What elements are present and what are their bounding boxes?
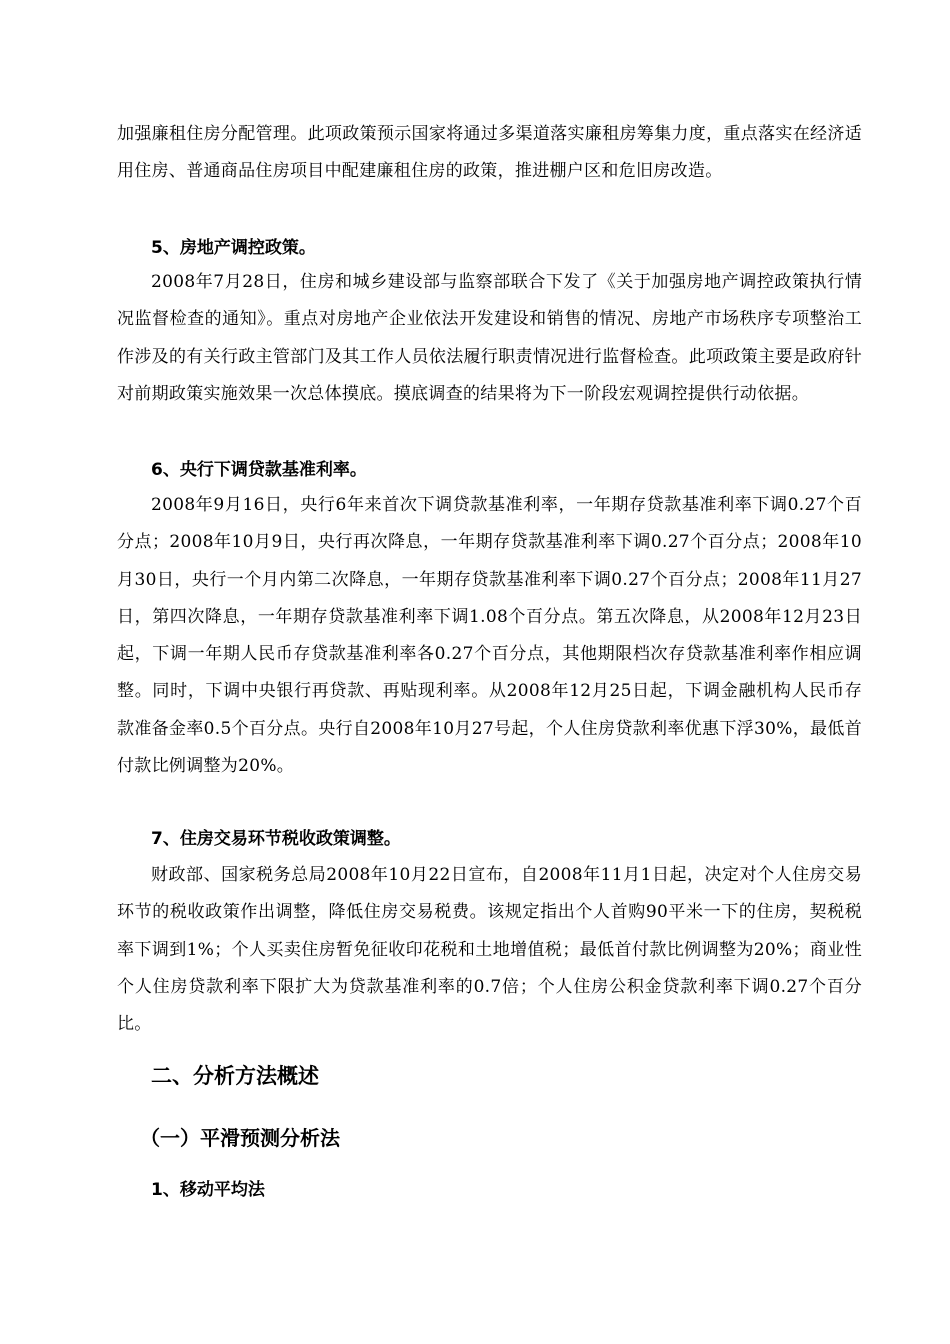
paragraph-tax-policy: 财政部、国家税务总局2008年10月22日宣布，自2008年11月1日起，决定对个人住房交易环节的税收政策作出调整，降低住房交易税费。该规定指出个人首购90平米一下的住房，契税税率下调到1%；个人买卖住房暂免征收印花税和土地增值税；最低首付款比例调整为20%；商业性个人住房贷款利率下限扩大为贷款基准利率的0.7倍；个人住房公积金贷款利率下调0.27个百分比。 (117, 865, 862, 1035)
paragraph-low-rent-housing: 加强廉租住房分配管理。此项政策预示国家将通过多渠道落实廉租房筹集力度，重点落实在经济适用住房、普通商品住房项目中配建廉租住房的政策，推进棚户区和危旧房改造。 (117, 124, 862, 182)
subsection-title-smoothing-forecast: （一）平滑预测分析法 (140, 1126, 340, 1150)
heading-tax-policy: 7、住房交易环节税收政策调整。 (151, 829, 401, 849)
heading-regulation-policy: 5、房地产调控政策。 (151, 238, 316, 258)
section-title-analysis-methods: 二、分析方法概述 (151, 1064, 319, 1088)
heading-interest-rate-cut: 6、央行下调贷款基准利率。 (151, 460, 367, 480)
heading-moving-average: 1、移动平均法 (151, 1180, 265, 1200)
paragraph-interest-rate-cut: 2008年9月16日，央行6年来首次下调贷款基准利率，一年期存贷款基准利率下调0.27个百分点；2008年10月9日，央行再次降息，一年期存贷款基准利率下调0.27个百分点；2008年10月30日，央行一个月内第二次降息，一年期存贷款基准利率下调0.27个百分点；2008年11月27日，第四次降息，一年期存贷款基准利率下调1.08个百分点。第五次降息，从2008年12月23日起，下调一年期人民币存贷款基准利率各0.27个百分点，其他期限档次存贷款基准利率作相应调整。同时，下调中央银行再贷款、再贴现利率。从2008年12月25日起，下调金融机构人民币存款准备金率0.5个百分点。央行自2008年10月27号起，个人住房贷款利率优惠下浮30%，最低首付款比例调整为20%。 (117, 495, 862, 777)
paragraph-regulation-policy: 2008年7月28日，住房和城乡建设部与监察部联合下发了《关于加强房地产调控政策执行情况监督检查的通知》。重点对房地产企业依法开发建设和销售的情况、房地产市场秩序专项整治工作涉及的有关行政主管部门及其工作人员依法履行职责情况进行监督检查。此项政策主要是政府针对前期政策实施效果一次总体摸底。摸底调查的结果将为下一阶段宏观调控提供行动依据。 (117, 272, 862, 404)
